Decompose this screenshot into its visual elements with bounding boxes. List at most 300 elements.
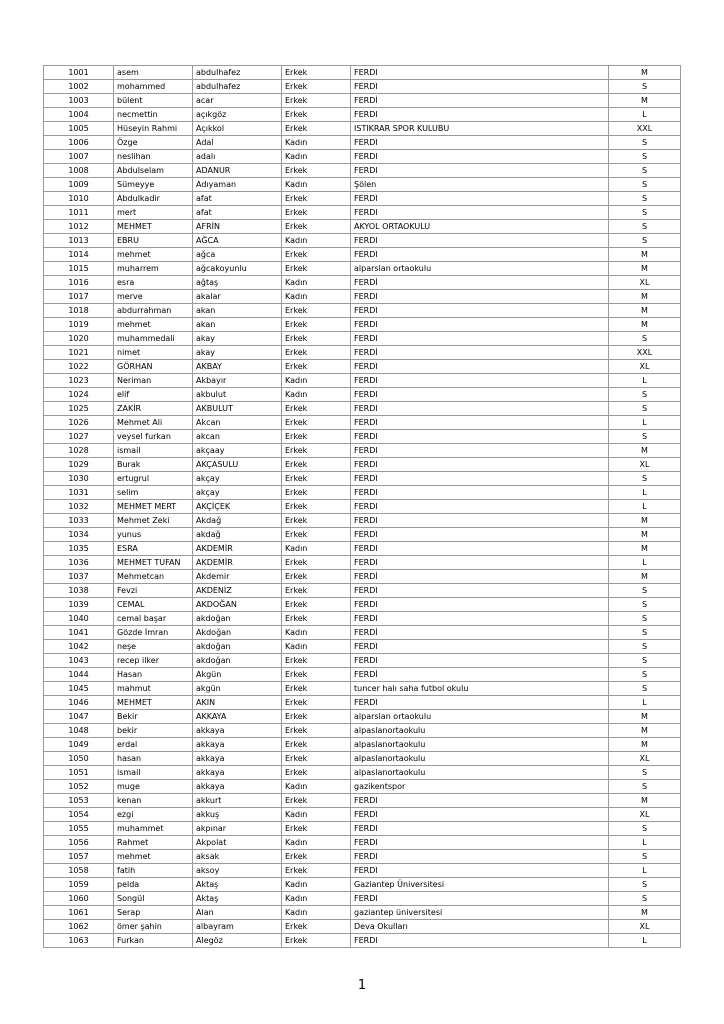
table-row — [44, 836, 681, 850]
table-row — [44, 878, 681, 892]
last-name-cell: ADANUR — [193, 164, 282, 178]
row-number-cell: 1057 — [44, 850, 114, 864]
size-cell: L — [609, 556, 681, 570]
first-name-cell: yunus — [114, 528, 193, 542]
row-number-cell: 1002 — [44, 80, 114, 94]
gender-cell: Erkek — [282, 262, 351, 276]
row-number-cell: 1046 — [44, 696, 114, 710]
first-name-cell: bekir — [114, 724, 193, 738]
club-cell: FERDI — [351, 892, 609, 906]
gender-cell: Erkek — [282, 570, 351, 584]
last-name-cell: AFRİN — [193, 220, 282, 234]
club-cell: Şölen — [351, 178, 609, 192]
club-cell: alpaslanortaokulu — [351, 738, 609, 752]
gender-cell: Erkek — [282, 934, 351, 948]
last-name-cell: akçay — [193, 486, 282, 500]
last-name-cell: Akcan — [193, 416, 282, 430]
club-cell: FERDI — [351, 640, 609, 654]
club-cell: FERDI — [351, 654, 609, 668]
row-number-cell: 1028 — [44, 444, 114, 458]
last-name-cell: Aktaş — [193, 878, 282, 892]
club-cell: FERDI — [351, 612, 609, 626]
size-cell: XL — [609, 458, 681, 472]
size-cell: M — [609, 570, 681, 584]
size-cell: S — [609, 682, 681, 696]
last-name-cell: akay — [193, 332, 282, 346]
first-name-cell: abdurrahman — [114, 304, 193, 318]
last-name-cell: akdoğan — [193, 654, 282, 668]
club-cell: alpaslanortaokulu — [351, 752, 609, 766]
gender-cell: Kadın — [282, 626, 351, 640]
row-number-cell: 1056 — [44, 836, 114, 850]
first-name-cell: ESRA — [114, 542, 193, 556]
row-number-cell: 1049 — [44, 738, 114, 752]
table-row — [44, 668, 681, 682]
gender-cell: Kadın — [282, 780, 351, 794]
last-name-cell: adalı — [193, 150, 282, 164]
gender-cell: Erkek — [282, 752, 351, 766]
row-number-cell: 1043 — [44, 654, 114, 668]
gender-cell: Erkek — [282, 346, 351, 360]
last-name-cell: Açıkkol — [193, 122, 282, 136]
last-name-cell: akay — [193, 346, 282, 360]
row-number-cell: 1048 — [44, 724, 114, 738]
last-name-cell: akkurt — [193, 794, 282, 808]
gender-cell: Erkek — [282, 444, 351, 458]
page-number: 1 — [357, 978, 367, 993]
first-name-cell: Neriman — [114, 374, 193, 388]
club-cell: FERDI — [351, 528, 609, 542]
club-cell: FERDI — [351, 290, 609, 304]
last-name-cell: akan — [193, 318, 282, 332]
gender-cell: Erkek — [282, 584, 351, 598]
first-name-cell: Mehmet Ali — [114, 416, 193, 430]
size-cell: XL — [609, 360, 681, 374]
size-cell: L — [609, 500, 681, 514]
size-cell: M — [609, 262, 681, 276]
last-name-cell: afat — [193, 192, 282, 206]
table-row — [44, 304, 681, 318]
last-name-cell: AĞCA — [193, 234, 282, 248]
club-cell: FERDI — [351, 458, 609, 472]
row-number-cell: 1040 — [44, 612, 114, 626]
first-name-cell: recep ilker — [114, 654, 193, 668]
club-cell: FERDI — [351, 164, 609, 178]
table-row — [44, 136, 681, 150]
gender-cell: Erkek — [282, 164, 351, 178]
first-name-cell: erdal — [114, 738, 193, 752]
size-cell: S — [609, 878, 681, 892]
gender-cell: Kadın — [282, 542, 351, 556]
row-number-cell: 1041 — [44, 626, 114, 640]
last-name-cell: Adıyaman — [193, 178, 282, 192]
table-row — [44, 738, 681, 752]
first-name-cell: neslihan — [114, 150, 193, 164]
table-row — [44, 654, 681, 668]
table-row — [44, 402, 681, 416]
table-row — [44, 808, 681, 822]
club-cell: FERDİ — [351, 346, 609, 360]
last-name-cell: aksak — [193, 850, 282, 864]
gender-cell: Erkek — [282, 514, 351, 528]
row-number-cell: 1017 — [44, 290, 114, 304]
size-cell: S — [609, 220, 681, 234]
table-row — [44, 444, 681, 458]
first-name-cell: neşe — [114, 640, 193, 654]
table-row — [44, 780, 681, 794]
club-cell: tuncer halı saha futbol okulu — [351, 682, 609, 696]
table-row — [44, 416, 681, 430]
last-name-cell: akkaya — [193, 738, 282, 752]
size-cell: M — [609, 290, 681, 304]
gender-cell: Kadın — [282, 276, 351, 290]
row-number-cell: 1055 — [44, 822, 114, 836]
first-name-cell: pelda — [114, 878, 193, 892]
row-number-cell: 1060 — [44, 892, 114, 906]
size-cell: S — [609, 472, 681, 486]
first-name-cell: ertugrul — [114, 472, 193, 486]
table-row — [44, 850, 681, 864]
club-cell: alpaslanortaokulu — [351, 724, 609, 738]
last-name-cell: akçaay — [193, 444, 282, 458]
size-cell: M — [609, 514, 681, 528]
size-cell: S — [609, 164, 681, 178]
table-row — [44, 290, 681, 304]
last-name-cell: akalar — [193, 290, 282, 304]
gender-cell: Erkek — [282, 500, 351, 514]
last-name-cell: akdoğan — [193, 612, 282, 626]
first-name-cell: ZAKİR — [114, 402, 193, 416]
first-name-cell: hasan — [114, 752, 193, 766]
table-row — [44, 766, 681, 780]
table-row — [44, 206, 681, 220]
last-name-cell: AKBAY — [193, 360, 282, 374]
gender-cell: Erkek — [282, 402, 351, 416]
table-row — [44, 360, 681, 374]
table-row — [44, 332, 681, 346]
gender-cell: Erkek — [282, 220, 351, 234]
gender-cell: Erkek — [282, 458, 351, 472]
gender-cell: Erkek — [282, 682, 351, 696]
gender-cell: Kadın — [282, 640, 351, 654]
last-name-cell: albayram — [193, 920, 282, 934]
club-cell: AKYOL ORTAOKULU — [351, 220, 609, 234]
row-number-cell: 1042 — [44, 640, 114, 654]
table-row — [44, 164, 681, 178]
last-name-cell: Akdağ — [193, 514, 282, 528]
first-name-cell: Burak — [114, 458, 193, 472]
row-number-cell: 1008 — [44, 164, 114, 178]
gender-cell: Erkek — [282, 304, 351, 318]
size-cell: S — [609, 626, 681, 640]
size-cell: M — [609, 304, 681, 318]
table-row — [44, 262, 681, 276]
first-name-cell: Songül — [114, 892, 193, 906]
last-name-cell: ağtaş — [193, 276, 282, 290]
table-row — [44, 570, 681, 584]
club-cell: alpaslanortaokulu — [351, 766, 609, 780]
gender-cell: Erkek — [282, 108, 351, 122]
last-name-cell: Adal — [193, 136, 282, 150]
club-cell: FERDI — [351, 556, 609, 570]
club-cell: FERDI — [351, 472, 609, 486]
size-cell: M — [609, 794, 681, 808]
first-name-cell: Rahmet — [114, 836, 193, 850]
size-cell: L — [609, 108, 681, 122]
table-row — [44, 794, 681, 808]
size-cell: L — [609, 374, 681, 388]
table-row — [44, 318, 681, 332]
last-name-cell: akbulut — [193, 388, 282, 402]
gender-cell: Erkek — [282, 556, 351, 570]
last-name-cell: akpınar — [193, 822, 282, 836]
row-number-cell: 1003 — [44, 94, 114, 108]
size-cell: S — [609, 136, 681, 150]
table-row — [44, 122, 681, 136]
first-name-cell: mehmet — [114, 850, 193, 864]
size-cell: L — [609, 864, 681, 878]
first-name-cell: ismail — [114, 766, 193, 780]
last-name-cell: abdulhafez — [193, 80, 282, 94]
club-cell: FERDİ — [351, 570, 609, 584]
last-name-cell: akkaya — [193, 724, 282, 738]
size-cell: XXL — [609, 346, 681, 360]
row-number-cell: 1025 — [44, 402, 114, 416]
first-name-cell: Serap — [114, 906, 193, 920]
club-cell: FERDI — [351, 80, 609, 94]
first-name-cell: GÖRHAN — [114, 360, 193, 374]
row-number-cell: 1058 — [44, 864, 114, 878]
row-number-cell: 1032 — [44, 500, 114, 514]
table-row — [44, 276, 681, 290]
row-number-cell: 1012 — [44, 220, 114, 234]
table-row — [44, 598, 681, 612]
size-cell: M — [609, 528, 681, 542]
gender-cell: Erkek — [282, 724, 351, 738]
row-number-cell: 1019 — [44, 318, 114, 332]
gender-cell: Kadın — [282, 808, 351, 822]
row-number-cell: 1015 — [44, 262, 114, 276]
row-number-cell: 1026 — [44, 416, 114, 430]
club-cell: Deva Okulları — [351, 920, 609, 934]
row-number-cell: 1001 — [44, 66, 114, 80]
last-name-cell: Akpolat — [193, 836, 282, 850]
size-cell: L — [609, 486, 681, 500]
gender-cell: Erkek — [282, 920, 351, 934]
club-cell: FERDI — [351, 850, 609, 864]
last-name-cell: Alan — [193, 906, 282, 920]
club-cell: FERDI — [351, 934, 609, 948]
last-name-cell: ağcakoyunlu — [193, 262, 282, 276]
last-name-cell: Aktaş — [193, 892, 282, 906]
club-cell: FERDI — [351, 514, 609, 528]
club-cell: FERDI — [351, 836, 609, 850]
row-number-cell: 1013 — [44, 234, 114, 248]
row-number-cell: 1034 — [44, 528, 114, 542]
gender-cell: Erkek — [282, 696, 351, 710]
first-name-cell: muhammet — [114, 822, 193, 836]
first-name-cell: merve — [114, 290, 193, 304]
table-row — [44, 514, 681, 528]
table-row — [44, 346, 681, 360]
first-name-cell: muharrem — [114, 262, 193, 276]
size-cell: S — [609, 402, 681, 416]
last-name-cell: AKDENİZ — [193, 584, 282, 598]
row-number-cell: 1014 — [44, 248, 114, 262]
size-cell: M — [609, 444, 681, 458]
first-name-cell: esra — [114, 276, 193, 290]
gender-cell: Erkek — [282, 206, 351, 220]
club-cell: FERDİ — [351, 668, 609, 682]
table-row — [44, 80, 681, 94]
size-cell: M — [609, 66, 681, 80]
size-cell: XXL — [609, 122, 681, 136]
size-cell: XL — [609, 276, 681, 290]
gender-cell: Erkek — [282, 360, 351, 374]
table-row — [44, 626, 681, 640]
row-number-cell: 1039 — [44, 598, 114, 612]
row-number-cell: 1018 — [44, 304, 114, 318]
last-name-cell: Akgün — [193, 668, 282, 682]
size-cell: S — [609, 780, 681, 794]
club-cell: gaziantep üniversitesi — [351, 906, 609, 920]
table-row — [44, 556, 681, 570]
row-number-cell: 1062 — [44, 920, 114, 934]
first-name-cell: Hasan — [114, 668, 193, 682]
size-cell: S — [609, 430, 681, 444]
gender-cell: Erkek — [282, 94, 351, 108]
table-row — [44, 528, 681, 542]
first-name-cell: mehmet — [114, 318, 193, 332]
row-number-cell: 1063 — [44, 934, 114, 948]
gender-cell: Kadın — [282, 374, 351, 388]
size-cell: S — [609, 850, 681, 864]
row-number-cell: 1011 — [44, 206, 114, 220]
row-number-cell: 1004 — [44, 108, 114, 122]
size-cell: S — [609, 206, 681, 220]
gender-cell: Erkek — [282, 472, 351, 486]
table-row — [44, 374, 681, 388]
gender-cell: Erkek — [282, 80, 351, 94]
gender-cell: Kadın — [282, 836, 351, 850]
table-row — [44, 500, 681, 514]
last-name-cell: akdağ — [193, 528, 282, 542]
gender-cell: Kadın — [282, 150, 351, 164]
last-name-cell: AKBULUT — [193, 402, 282, 416]
club-cell: FERDİ — [351, 276, 609, 290]
gender-cell: Erkek — [282, 248, 351, 262]
row-number-cell: 1047 — [44, 710, 114, 724]
club-cell: FERDI — [351, 206, 609, 220]
last-name-cell: AKKAYA — [193, 710, 282, 724]
size-cell: M — [609, 724, 681, 738]
first-name-cell: muge — [114, 780, 193, 794]
participants-table — [43, 65, 681, 948]
table-row — [44, 906, 681, 920]
table-row — [44, 934, 681, 948]
size-cell: L — [609, 416, 681, 430]
gender-cell: Erkek — [282, 416, 351, 430]
row-number-cell: 1027 — [44, 430, 114, 444]
last-name-cell: Akdoğan — [193, 626, 282, 640]
last-name-cell: ağca — [193, 248, 282, 262]
size-cell: S — [609, 388, 681, 402]
last-name-cell: akçay — [193, 472, 282, 486]
table-row — [44, 192, 681, 206]
row-number-cell: 1053 — [44, 794, 114, 808]
first-name-cell: Hüseyin Rahmi — [114, 122, 193, 136]
table-row — [44, 66, 681, 80]
first-name-cell: muhammedali — [114, 332, 193, 346]
last-name-cell: Alegöz — [193, 934, 282, 948]
club-cell: FERDI — [351, 598, 609, 612]
table-row — [44, 822, 681, 836]
gender-cell: Erkek — [282, 864, 351, 878]
table-row — [44, 150, 681, 164]
last-name-cell: AKÇİÇEK — [193, 500, 282, 514]
club-cell: FERDI — [351, 388, 609, 402]
club-cell: FERDI — [351, 696, 609, 710]
row-number-cell: 1050 — [44, 752, 114, 766]
table-row — [44, 472, 681, 486]
row-number-cell: 1006 — [44, 136, 114, 150]
table-row — [44, 486, 681, 500]
last-name-cell: akgün — [193, 682, 282, 696]
first-name-cell: selim — [114, 486, 193, 500]
gender-cell: Erkek — [282, 122, 351, 136]
club-cell: FERDI — [351, 500, 609, 514]
first-name-cell: Mehmetcan — [114, 570, 193, 584]
gender-cell: Kadın — [282, 892, 351, 906]
table-body — [44, 66, 681, 948]
last-name-cell: acar — [193, 94, 282, 108]
row-number-cell: 1010 — [44, 192, 114, 206]
size-cell: S — [609, 612, 681, 626]
size-cell: S — [609, 822, 681, 836]
size-cell: XL — [609, 920, 681, 934]
first-name-cell: kenan — [114, 794, 193, 808]
table-row — [44, 864, 681, 878]
row-number-cell: 1054 — [44, 808, 114, 822]
gender-cell: Kadın — [282, 178, 351, 192]
size-cell: M — [609, 542, 681, 556]
size-cell: M — [609, 906, 681, 920]
gender-cell: Erkek — [282, 822, 351, 836]
size-cell: XL — [609, 752, 681, 766]
size-cell: M — [609, 248, 681, 262]
club-cell: FERDI — [351, 486, 609, 500]
table-row — [44, 584, 681, 598]
last-name-cell: aksoy — [193, 864, 282, 878]
last-name-cell: akkaya — [193, 752, 282, 766]
gender-cell: Erkek — [282, 850, 351, 864]
club-cell: FERDI — [351, 416, 609, 430]
first-name-cell: cemal başar — [114, 612, 193, 626]
first-name-cell: Sümeyye — [114, 178, 193, 192]
club-cell: FERDI — [351, 430, 609, 444]
last-name-cell: AKDEMİR — [193, 556, 282, 570]
club-cell: FERDI — [351, 360, 609, 374]
last-name-cell: AKDEMİR — [193, 542, 282, 556]
first-name-cell: ismail — [114, 444, 193, 458]
gender-cell: Erkek — [282, 654, 351, 668]
gender-cell: Kadın — [282, 906, 351, 920]
gender-cell: Erkek — [282, 710, 351, 724]
row-number-cell: 1052 — [44, 780, 114, 794]
first-name-cell: ömer şahin — [114, 920, 193, 934]
first-name-cell: mohammed — [114, 80, 193, 94]
club-cell: FERDI — [351, 822, 609, 836]
